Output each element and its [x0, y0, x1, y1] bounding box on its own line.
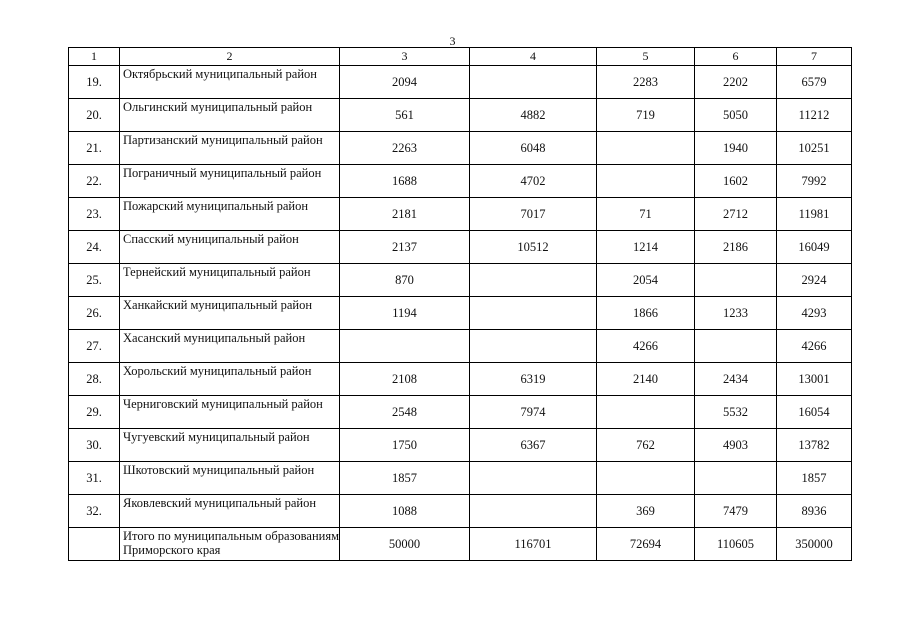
value-col-4: 6319: [470, 363, 597, 396]
value-col-3: 561: [340, 99, 470, 132]
value-col-3: 2094: [340, 66, 470, 99]
value-col-5: [597, 396, 695, 429]
value-total-col-7: 16054: [777, 396, 852, 429]
table-row: [69, 264, 852, 297]
municipality-name: Пожарский муниципальный район: [120, 198, 340, 231]
value-col-5: 762: [597, 429, 695, 462]
value-total-col-7: 1857: [777, 462, 852, 495]
municipality-name: Итого по муниципальным образованиям Приморского края: [120, 528, 340, 561]
value-col-5: 72694: [597, 528, 695, 561]
table-row: [69, 363, 852, 396]
table-row: [69, 495, 852, 528]
value-col-4: 10512: [470, 231, 597, 264]
value-total-col-7: 8936: [777, 495, 852, 528]
value-col-6: 5532: [695, 396, 777, 429]
value-total-col-7: 2924: [777, 264, 852, 297]
value-col-3: 2548: [340, 396, 470, 429]
table-total-row: [69, 528, 852, 561]
value-col-6: [695, 264, 777, 297]
value-col-5: [597, 462, 695, 495]
value-col-4: 4702: [470, 165, 597, 198]
row-number: 26.: [69, 297, 120, 330]
value-col-6: 2434: [695, 363, 777, 396]
value-col-4: 6367: [470, 429, 597, 462]
municipality-name: Пограничный муниципальный район: [120, 165, 340, 198]
municipality-name: Партизанский муниципальный район: [120, 132, 340, 165]
table-row: [69, 132, 852, 165]
value-col-6: 2202: [695, 66, 777, 99]
column-header: 4: [470, 48, 597, 66]
value-col-4: 116701: [470, 528, 597, 561]
table-row: [69, 165, 852, 198]
municipality-name: Тернейский муниципальный район: [120, 264, 340, 297]
value-col-6: 1940: [695, 132, 777, 165]
allocation-table: [68, 47, 852, 561]
value-total-col-7: 13001: [777, 363, 852, 396]
value-col-5: 2054: [597, 264, 695, 297]
value-col-4: 6048: [470, 132, 597, 165]
value-total-col-7: 10251: [777, 132, 852, 165]
municipality-name: Хорольский муниципальный район: [120, 363, 340, 396]
row-number: [69, 528, 120, 561]
value-total-col-7: 350000: [777, 528, 852, 561]
value-total-col-7: 7992: [777, 165, 852, 198]
column-header: 2: [120, 48, 340, 66]
value-col-3: 2181: [340, 198, 470, 231]
value-col-3: 2263: [340, 132, 470, 165]
value-col-5: 2283: [597, 66, 695, 99]
value-col-5: 4266: [597, 330, 695, 363]
value-col-6: 2186: [695, 231, 777, 264]
value-total-col-7: 13782: [777, 429, 852, 462]
value-col-5: 2140: [597, 363, 695, 396]
value-col-4: 7017: [470, 198, 597, 231]
value-col-4: [470, 66, 597, 99]
row-number: 21.: [69, 132, 120, 165]
value-col-3: 1688: [340, 165, 470, 198]
value-total-col-7: 16049: [777, 231, 852, 264]
column-header: 5: [597, 48, 695, 66]
value-col-4: 7974: [470, 396, 597, 429]
value-col-3: 1750: [340, 429, 470, 462]
municipality-name: Черниговский муниципальный район: [120, 396, 340, 429]
value-col-6: 1602: [695, 165, 777, 198]
value-col-6: 4903: [695, 429, 777, 462]
value-col-3: 2108: [340, 363, 470, 396]
row-number: 25.: [69, 264, 120, 297]
row-number: 24.: [69, 231, 120, 264]
municipality-name: Спасский муниципальный район: [120, 231, 340, 264]
municipality-name: Хасанский муниципальный район: [120, 330, 340, 363]
value-col-3: 1088: [340, 495, 470, 528]
value-col-4: 4882: [470, 99, 597, 132]
value-col-5: [597, 165, 695, 198]
value-col-3: 1194: [340, 297, 470, 330]
row-number: 30.: [69, 429, 120, 462]
value-col-5: 71: [597, 198, 695, 231]
value-col-4: [470, 462, 597, 495]
value-col-3: 870: [340, 264, 470, 297]
value-col-6: 7479: [695, 495, 777, 528]
value-total-col-7: 4293: [777, 297, 852, 330]
value-col-5: 719: [597, 99, 695, 132]
column-header: 3: [340, 48, 470, 66]
row-number: 29.: [69, 396, 120, 429]
column-header: 7: [777, 48, 852, 66]
table-header-row: [69, 48, 852, 66]
value-col-6: 2712: [695, 198, 777, 231]
row-number: 31.: [69, 462, 120, 495]
column-header: 1: [69, 48, 120, 66]
value-col-3: 50000: [340, 528, 470, 561]
value-col-5: [597, 132, 695, 165]
row-number: 23.: [69, 198, 120, 231]
municipality-name: Ханкайский муниципальный район: [120, 297, 340, 330]
value-total-col-7: 11212: [777, 99, 852, 132]
value-col-5: 1866: [597, 297, 695, 330]
value-col-6: 5050: [695, 99, 777, 132]
municipality-name: Яковлевский муниципальный район: [120, 495, 340, 528]
row-number: 20.: [69, 99, 120, 132]
value-col-4: [470, 495, 597, 528]
table-row: [69, 297, 852, 330]
value-total-col-7: 11981: [777, 198, 852, 231]
row-number: 19.: [69, 66, 120, 99]
municipality-name: Шкотовский муниципальный район: [120, 462, 340, 495]
page-number: 3: [449, 34, 456, 48]
column-header: 6: [695, 48, 777, 66]
value-total-col-7: 6579: [777, 66, 852, 99]
value-col-6: 110605: [695, 528, 777, 561]
value-col-6: [695, 462, 777, 495]
row-number: 28.: [69, 363, 120, 396]
value-col-6: 1233: [695, 297, 777, 330]
value-col-3: [340, 330, 470, 363]
table-row: [69, 66, 852, 99]
row-number: 22.: [69, 165, 120, 198]
value-col-3: 1857: [340, 462, 470, 495]
table-row: [69, 462, 852, 495]
value-col-6: [695, 330, 777, 363]
row-number: 32.: [69, 495, 120, 528]
table-row: [69, 198, 852, 231]
table-row: [69, 99, 852, 132]
table-row: [69, 330, 852, 363]
row-number: 27.: [69, 330, 120, 363]
value-col-5: 1214: [597, 231, 695, 264]
value-col-4: [470, 297, 597, 330]
municipality-name: Ольгинский муниципальный район: [120, 99, 340, 132]
table-row: [69, 396, 852, 429]
municipality-name: Октябрьский муниципальный район: [120, 66, 340, 99]
value-col-4: [470, 330, 597, 363]
value-col-4: [470, 264, 597, 297]
value-col-3: 2137: [340, 231, 470, 264]
value-col-5: 369: [597, 495, 695, 528]
municipality-name: Чугуевский муниципальный район: [120, 429, 340, 462]
value-total-col-7: 4266: [777, 330, 852, 363]
table-row: [69, 231, 852, 264]
table-row: [69, 429, 852, 462]
